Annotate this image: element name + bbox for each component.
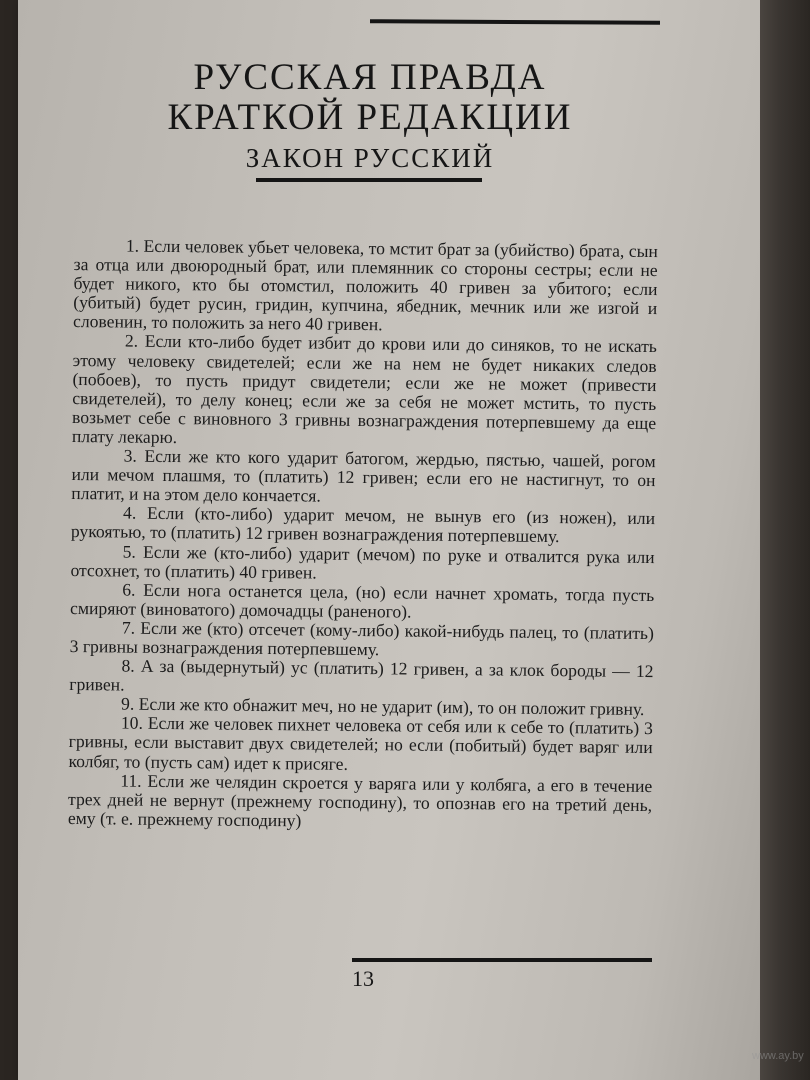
subtitle-underline	[256, 178, 482, 182]
subtitle: ЗАКОН РУССКИЙ	[245, 143, 495, 173]
title-line-1: РУССКАЯ ПРАВДА	[193, 57, 547, 98]
paragraph-10: 10. Если же человек пихнет человека от себя или к себе то (платить) 3 гривны, если выставит двух свидетелей; но если (побитый) будет варяг или колбяг, то (пусть сам) идет к присяге.	[68, 712, 653, 774]
paragraph-2: 2. Если кто-либо будет избит до крови или до синяков, то не искать этому человеку свидетелей; если же на нем не будет никаких следов (побоев), то пусть придут свидетели; если же не может (привести свидетелей), то делу конец; если же за себя не может мстить, то пусть возьмет себе с виновного 3 гривны вознаграждения потерпевшему да еще плату лекарю.	[71, 331, 657, 448]
paragraph-5: 5. Если же (кто-либо) ударит (мечом) по руке и отвалится рука или отсохнет, то (платить) 40 гривен.	[70, 541, 655, 583]
paragraph-11: 11. Если же челядин скроется у варяга или у колбяга, а его в течение трех дней не вернут (прежнему господину), то опознав его на третий день, ему (т. е. прежнему господину)	[67, 770, 653, 831]
book-cover-edge	[760, 0, 810, 1080]
paragraph-1: 1. Если человек убьет человека, то мстит брат за (убийство) брата, сын за отца или двоюродный брат, или племянник со стороны сестры; если не будет никого, кто бы отомстил, положить 40 гривен за убитого; если (убитый) будет русин, гридин, купчина, ябедник, мечник или же изгой и словенин, то положить за него 40 гривен.	[73, 235, 658, 335]
paragraph-4: 4. Если (кто-либо) ударит мечом, не вынув его (из ножен), или рукоятью, то (платить) 12 гривен вознаграждения потерпевшему.	[70, 502, 656, 547]
watermark: www.ay.by	[752, 1050, 804, 1062]
body-text	[68, 236, 658, 834]
paragraph-6: 6. Если нога останется цела, (но) если начнет хромать, тогда пусть смиряют (виноватого) домочадцы (раненого).	[70, 579, 655, 622]
paragraph-9: 9. Если же кто обнажит меч, но не ударит (им), то он положит гривну.	[120, 693, 645, 720]
paragraph-3: 3. Если же кто кого ударит батогом, жердью, пястью, чашей, рогом или мечом плашмя, то (платить) 12 гривен; если его не настигнут, то он платит, и на этом дело кончается.	[71, 445, 656, 506]
bottom-rule	[352, 958, 652, 962]
paragraph-7: 7. Если же (кто) отсечет (кому-либо) какой-нибудь палец, то (платить) 3 гривны вознаграждения потерпевшему.	[69, 617, 654, 660]
title-line-2: КРАТКОЙ РЕДАКЦИИ	[167, 97, 573, 138]
paragraph-8: 8. А за (выдернутый) ус (платить) 12 гривен, а за клок бороды — 12 гривен.	[69, 655, 654, 695]
page-number: 13	[352, 966, 374, 991]
